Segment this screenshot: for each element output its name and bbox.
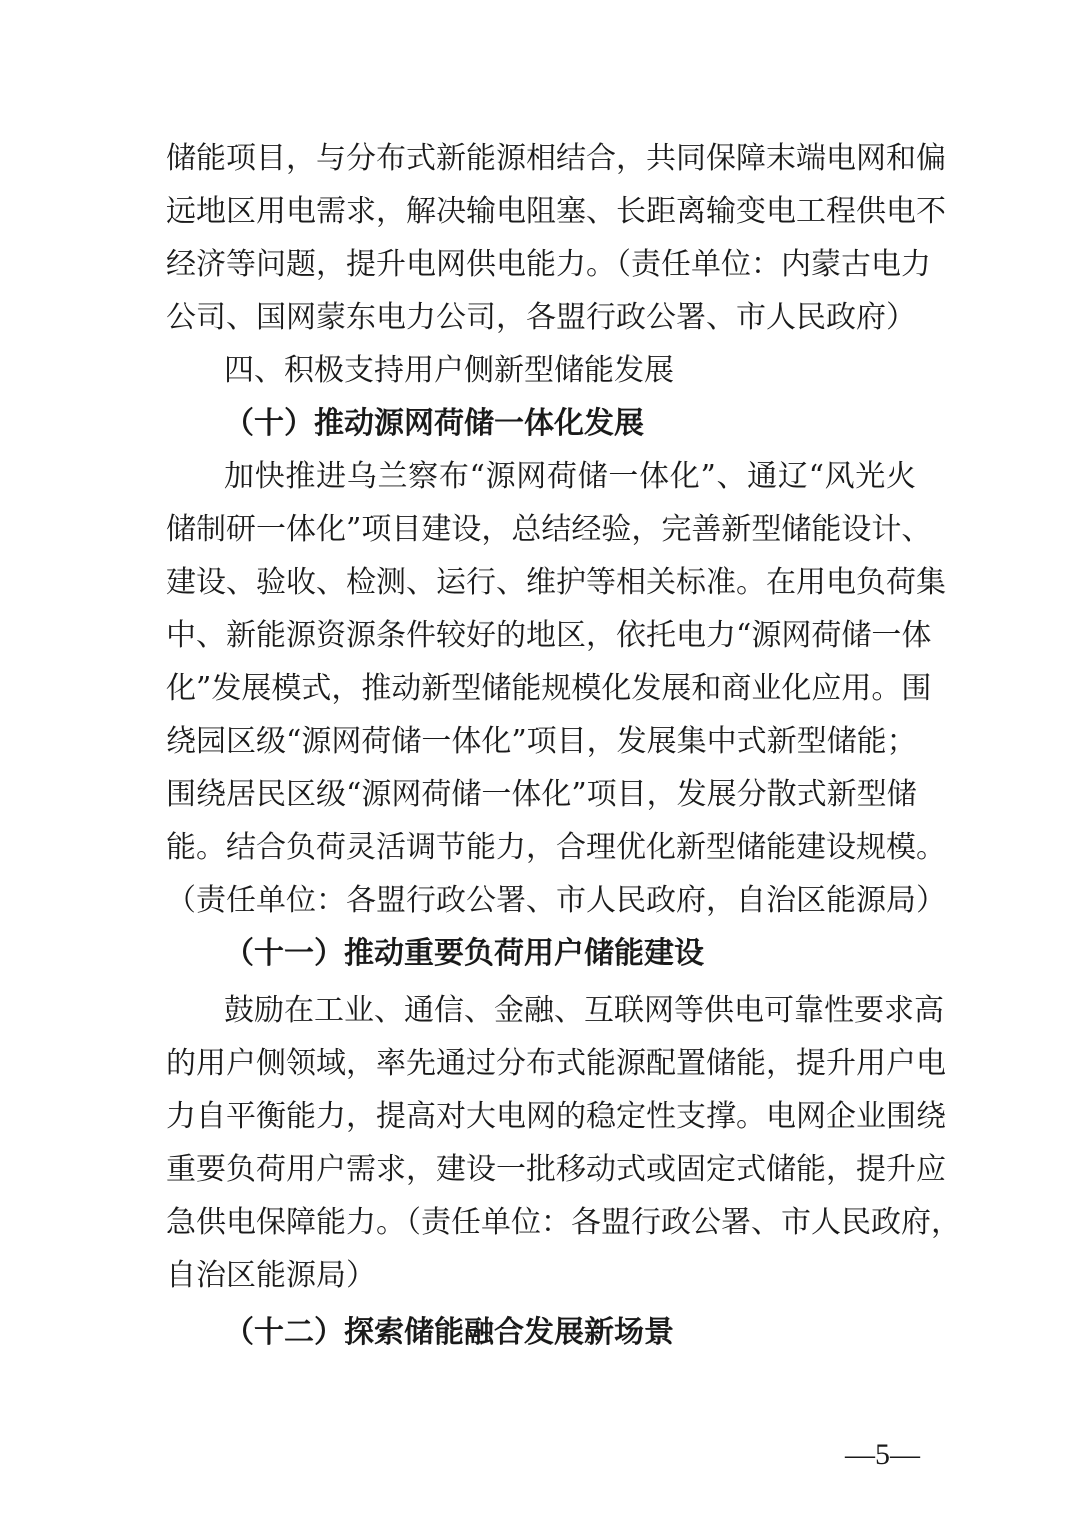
text-line: 急供电保障能力。（责任单位：各盟行政公署、市人民政府， [166,1205,961,1240]
document-body [166,132,961,1359]
text-line: 自治区能源局） [166,1258,376,1293]
section-heading: 四、积极支持用户侧新型储能发展 [224,353,674,388]
item-11-paragraph [166,984,961,1302]
text-line: （责任单位：各盟行政公署、市人民政府，自治区能源局） [166,883,946,918]
paragraph-continuation [166,132,946,344]
text-line: 围绕居民区级“源网荷储一体化”项目，发展分散式新型储 [166,777,917,812]
text-line: 建设、验收、检测、运行、维护等相关标准。在用电负荷集 [166,565,946,600]
text-line: 中、新能源资源条件较好的地区，依托电力“源网荷储一体 [166,618,932,653]
text-line: 的用户侧领域，率先通过分布式能源配置储能，提升用户电 [166,1046,946,1081]
page-number: —5— [845,1438,920,1471]
item-11-heading: （十一）推动重要负荷用户储能建设 [224,936,704,971]
text-line: 经济等问题，提升电网供电能力。（责任单位：内蒙古电力 [166,247,931,282]
text-line: 绕园区级“源网荷储一体化”项目，发展集中式新型储能； [166,724,917,759]
text-line: 储能项目，与分布式新能源相结合，共同保障末端电网和偏 [166,141,946,176]
text-line: 力自平衡能力，提高对大电网的稳定性支撑。电网企业围绕 [166,1099,946,1134]
text-line: 公司、国网蒙东电力公司，各盟行政公署、市人民政府） [166,300,916,335]
text-line: 重要负荷用户需求，建设一批移动式或固定式储能，提升应 [166,1152,946,1187]
text-line: 储制研一体化”项目建设，总结经验，完善新型储能设计、 [166,512,932,547]
item-10-paragraph [166,450,946,927]
text-line: 化”发展模式，推动新型储能规模化发展和商业化应用。围 [166,671,932,706]
item-10-heading: （十）推动源网荷储一体化发展 [224,406,644,441]
text-line: 鼓励在工业、通信、金融、互联网等供电可靠性要求高 [224,993,944,1028]
text-line: 远地区用电需求，解决输电阻塞、长距离输变电工程供电不 [166,194,946,229]
text-line: 能。结合负荷灵活调节能力，合理优化新型储能建设规模。 [166,830,946,865]
item-12-heading: （十二）探索储能融合发展新场景 [224,1315,674,1350]
text-line: 加快推进乌兰察布“源网荷储一体化”、通辽“风光火 [224,459,916,494]
